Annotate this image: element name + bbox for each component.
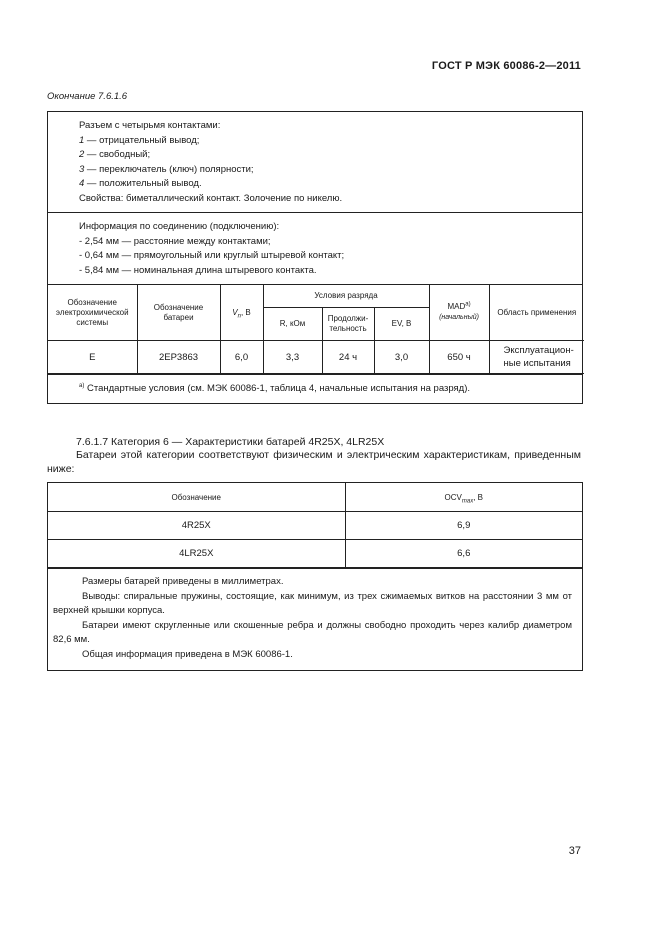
connection-title: Информация по соединению (подключению): <box>79 221 280 232</box>
connection-line-3: - 5,84 мм — номинальная длина штыревого контакта. <box>79 264 317 276</box>
pin-desc: — положительный вывод. <box>84 178 202 189</box>
cell-ocv: 6,9 <box>345 512 582 540</box>
header-ocv: $OCV_{max}$, В <box>345 483 582 512</box>
header-duration: Продолжи-тельность <box>322 308 374 341</box>
pin-desc: — отрицательный вывод; <box>84 134 200 146</box>
header-battery: Обозначение батареи <box>137 285 220 341</box>
cell-ocv: 6,6 <box>345 540 582 568</box>
note-1: Размеры батарей приведены в миллиметрах. <box>82 576 284 587</box>
pin-number: 2 <box>79 149 85 160</box>
pin-line-4 <box>79 177 572 192</box>
footnote-text: Стандартные условия (см. МЭК 60086-1, таблица 4, начальные испытания на разряд). <box>84 383 471 394</box>
ocv-table <box>48 483 582 568</box>
pin-desc: — переключатель (ключ) полярности; <box>84 163 254 175</box>
header-conditions: Условия разряда <box>263 285 429 308</box>
connector-title: Разъем с четырьмя контактами: <box>79 120 221 131</box>
section-paragraph: Батареи этой категории соответствуют физическим и электрическим характеристикам, приведенным ниже: <box>47 449 581 475</box>
cell-r: 3,3 <box>263 341 322 374</box>
table-row <box>48 540 582 568</box>
cell-system: E <box>48 341 137 374</box>
notes-section <box>48 568 582 670</box>
pin-number: 1 <box>79 134 85 146</box>
cell-area: Эксплуатацион-ные испытания <box>489 341 584 374</box>
continuation-label: Окончание 7.6.1.6 <box>47 91 128 102</box>
page-number: 37 <box>568 845 581 857</box>
header-mad: $MAD^{а)}$ (начальный) <box>429 285 489 341</box>
pin-desc: — свободный; <box>84 149 151 160</box>
cell-vn: 6,0 <box>220 341 263 374</box>
note-2: Выводы: спиральные пружины, состоящие, как минимум, из трех сжимаемых витков на расстоянии 3 мм от верхней крышки корпуса. <box>53 590 572 616</box>
connection-line-1: - 2,54 мм — расстояние между контактами; <box>79 235 271 247</box>
discharge-table <box>48 285 584 374</box>
header-vn: $V_n$, В <box>220 285 263 341</box>
header-area: Область применения <box>489 285 584 341</box>
header-designation: Обозначение <box>48 483 345 512</box>
pin-number: 3 <box>79 163 85 175</box>
table-footnote <box>48 374 582 403</box>
header-r: R, кОм <box>263 308 322 341</box>
header-ev: EV, В <box>374 308 429 341</box>
cell-designation: 4LR25X <box>48 540 345 568</box>
cell-battery: 2EP3863 <box>137 341 220 374</box>
connection-line-2: - 0,64 мм — прямоугольный или круглый штыревой контакт; <box>79 250 345 261</box>
cell-designation: 4R25X <box>48 512 345 540</box>
table-row <box>48 512 582 540</box>
footnote-mark: а) <box>79 382 85 389</box>
connector-info-box <box>47 111 583 404</box>
table-row <box>48 341 584 374</box>
document-code: ГОСТ Р МЭК 60086-2—2011 <box>431 60 581 72</box>
connector-section <box>48 112 582 213</box>
category-6-box <box>47 482 583 671</box>
cell-mad: 650 ч <box>429 341 489 374</box>
cell-ev: 3,0 <box>374 341 429 374</box>
pin-line-2 <box>79 148 572 163</box>
connection-section <box>48 213 582 285</box>
contact-properties: Свойства: биметаллический контакт. Золочение по никелю. <box>79 192 343 204</box>
pin-number: 4 <box>79 178 85 189</box>
pin-line-3 <box>79 163 572 178</box>
note-3: Батареи имеют скругленные или скошенные ребра и должны свободно проходить через калибр диаметром 82,6 мм. <box>53 619 572 645</box>
section-title: 7.6.1.7 Категория 6 — Характеристики батарей 4R25X, 4LR25X <box>76 436 385 448</box>
cell-duration: 24 ч <box>322 341 374 374</box>
header-system: Обозначение электрохимической системы <box>48 285 137 341</box>
pin-line-1 <box>79 134 572 149</box>
note-4: Общая информация приведена в МЭК 60086-1. <box>82 648 293 660</box>
